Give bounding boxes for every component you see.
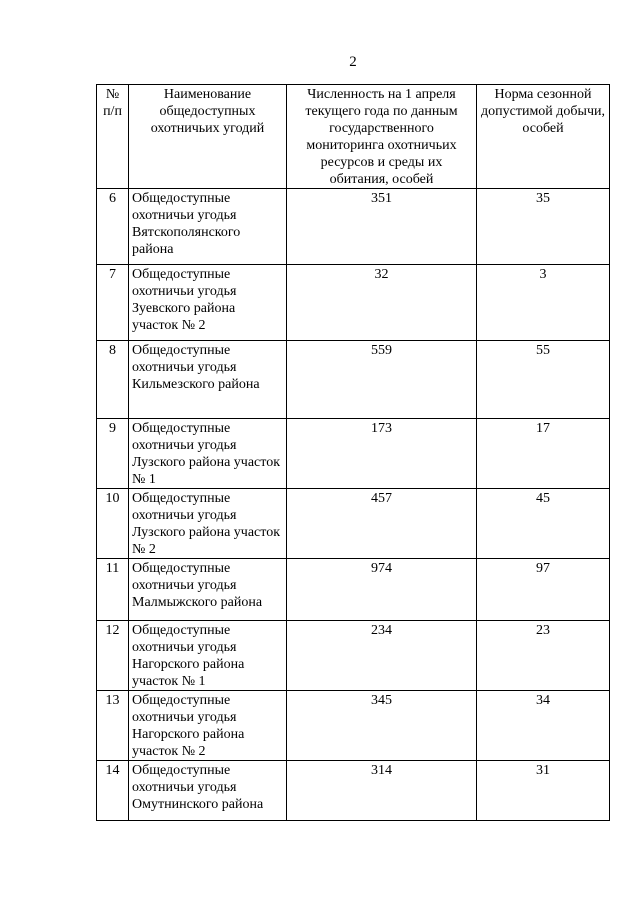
row-norm: 55 — [477, 341, 610, 419]
row-count: 559 — [287, 341, 477, 419]
row-norm: 34 — [477, 691, 610, 761]
row-name: Общедоступные охотничьи угодья Малмыжского района — [129, 559, 287, 621]
row-name: Общедоступные охотничьи угодья Лузского района участок № 1 — [129, 419, 287, 489]
table-header-row — [97, 85, 610, 189]
row-name: Общедоступные охотничьи угодья Кильмезского района — [129, 341, 287, 419]
hunting-grounds-table — [96, 84, 610, 821]
row-number: 11 — [97, 559, 129, 621]
row-number: 6 — [97, 189, 129, 265]
row-norm: 3 — [477, 265, 610, 341]
row-name: Общедоступные охотничьи угодья Омутнинского района — [129, 761, 287, 821]
row-norm: 17 — [477, 419, 610, 489]
table-row — [97, 489, 610, 559]
row-name: Общедоступные охотничьи угодья Вятскополянского района — [129, 189, 287, 265]
table-row — [97, 341, 610, 419]
row-name: Общедоступные охотничьи угодья Зуевского района участок № 2 — [129, 265, 287, 341]
table-row — [97, 761, 610, 821]
row-norm: 97 — [477, 559, 610, 621]
row-number: 13 — [97, 691, 129, 761]
table-row — [97, 621, 610, 691]
row-count: 345 — [287, 691, 477, 761]
page-number: 2 — [349, 54, 357, 70]
row-number: 14 — [97, 761, 129, 821]
row-number: 9 — [97, 419, 129, 489]
row-number: 12 — [97, 621, 129, 691]
header-name: Наименование общедоступных охотничьих угодий — [129, 85, 287, 189]
row-count: 173 — [287, 419, 477, 489]
row-count: 314 — [287, 761, 477, 821]
header-number: № п/п — [97, 85, 129, 189]
header-count: Численность на 1 апреля текущего года по данным государственного мониторинга охотничьих ресурсов и среды их обитания, особей — [287, 85, 477, 189]
row-norm: 35 — [477, 189, 610, 265]
row-norm: 31 — [477, 761, 610, 821]
row-count: 32 — [287, 265, 477, 341]
table-row — [97, 691, 610, 761]
row-name: Общедоступные охотничьи угодья Нагорского района участок № 2 — [129, 691, 287, 761]
row-count: 457 — [287, 489, 477, 559]
row-name: Общедоступные охотничьи угодья Нагорского района участок № 1 — [129, 621, 287, 691]
row-count: 974 — [287, 559, 477, 621]
row-number: 8 — [97, 341, 129, 419]
header-norm: Норма сезонной допустимой добычи, особей — [477, 85, 610, 189]
row-norm: 23 — [477, 621, 610, 691]
row-number: 10 — [97, 489, 129, 559]
row-norm: 45 — [477, 489, 610, 559]
row-count: 351 — [287, 189, 477, 265]
row-number: 7 — [97, 265, 129, 341]
table-row — [97, 559, 610, 621]
table-row — [97, 265, 610, 341]
row-count: 234 — [287, 621, 477, 691]
table-row — [97, 189, 610, 265]
table-row — [97, 419, 610, 489]
row-name: Общедоступные охотничьи угодья Лузского района участок № 2 — [129, 489, 287, 559]
